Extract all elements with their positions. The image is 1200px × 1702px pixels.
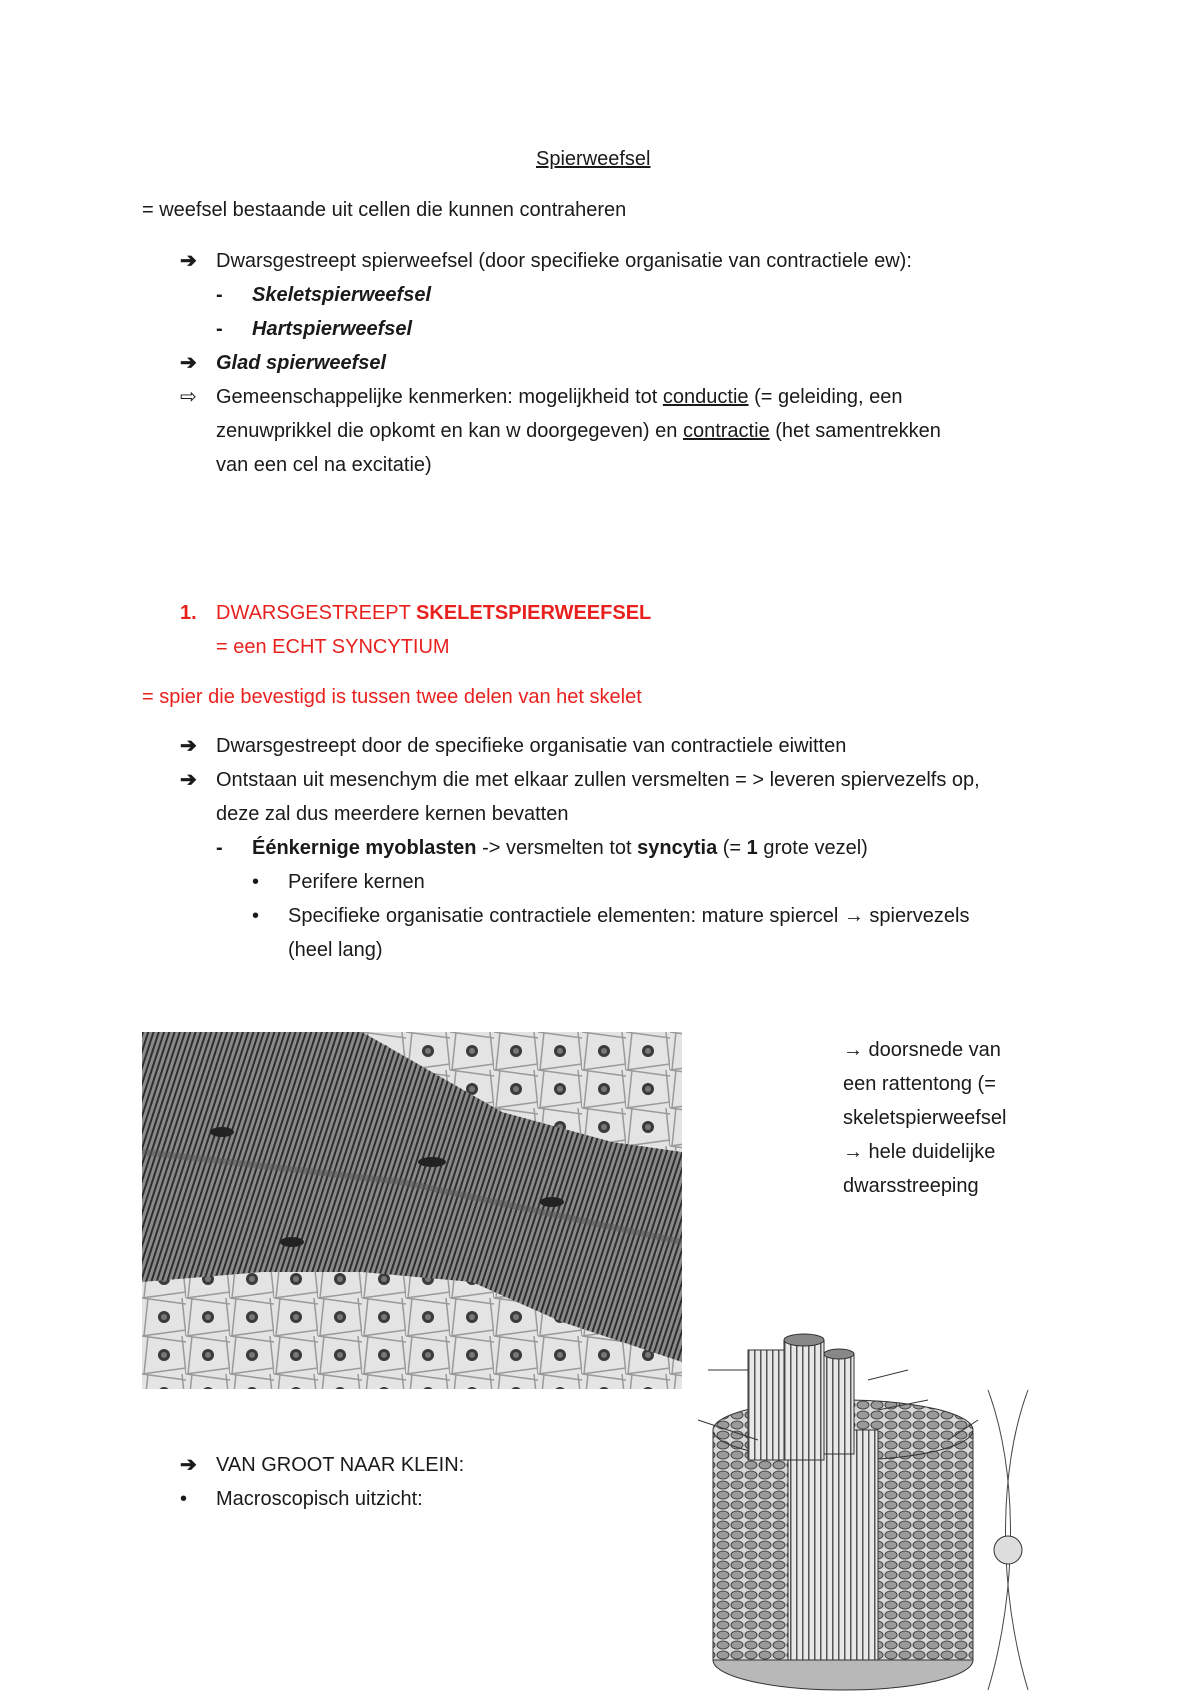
caption-line-1: → doorsnede van <box>843 1039 1001 1061</box>
heading-text: DWARSGESTREEPT <box>216 602 417 624</box>
bullet-marker: • <box>252 871 260 893</box>
dash-marker: - <box>216 284 223 306</box>
sub-text: -> versmelten tot <box>476 837 638 859</box>
intro-item-1-text: Dwarsgestreept spierweefsel (door specifieke organisatie van contractiele ew): <box>216 250 912 272</box>
intro-item-2 <box>180 350 386 376</box>
s1-bullet-2-text: Specifieke organisatie contractiele elementen: mature spiercel → spiervezels <box>288 905 970 927</box>
s1-item-2-cont: deze zal dus meerdere kernen bevatten <box>216 803 569 825</box>
intro-sub-1 <box>216 282 431 308</box>
dash-marker: - <box>216 318 223 340</box>
caption-line-3: skeletspierweefsel <box>843 1107 1007 1129</box>
common-line-3: van een cel na excitatie) <box>216 454 432 476</box>
intro-item-1 <box>180 248 912 274</box>
s1-bullet-2 <box>252 903 969 929</box>
arrow-icon: ➔ <box>180 769 197 791</box>
s1-item-1 <box>180 733 846 759</box>
arrow-icon: ➔ <box>180 250 197 272</box>
s2-item-1 <box>180 1452 464 1478</box>
common-text: zenuwprikkel die opkomt en kan w doorgegeven) en <box>216 420 683 442</box>
common-line-1 <box>180 384 903 410</box>
definition: = weefsel bestaande uit cellen die kunnen contraheren <box>142 199 627 221</box>
sub-text: (= <box>717 837 747 859</box>
sub-number: 1 <box>746 837 758 859</box>
arrow-icon: ➔ <box>180 1454 197 1476</box>
intro-sub-1-text: Skeletspierweefsel <box>252 284 431 306</box>
term-conductie: conductie <box>662 386 749 408</box>
micrograph-image <box>142 1032 682 1389</box>
s1-item-2 <box>180 767 980 793</box>
section-1-subheading: = een ECHT SYNCYTIUM <box>216 636 450 658</box>
common-text: Gemeenschappelijke kenmerken: mogelijkheid tot <box>216 386 663 408</box>
caption-line-4: → hele duidelijke <box>843 1141 996 1163</box>
dash-marker: - <box>216 837 223 859</box>
s1-item-2-text: Ontstaan uit mesenchym die met elkaar zullen versmelten = > leveren spiervezelfs op, <box>216 769 980 791</box>
intro-item-2-text: Glad spierweefsel <box>216 352 387 374</box>
arrow-icon: ➔ <box>180 352 197 374</box>
common-line-2 <box>216 418 941 444</box>
hollow-arrow-icon: ⇨ <box>180 386 197 408</box>
arrow-icon: ➔ <box>180 735 197 757</box>
bullet-marker: • <box>252 905 260 927</box>
caption-line-2: een rattentong (= <box>843 1073 996 1095</box>
term-contractie: contractie <box>682 420 770 442</box>
s1-bullet-1 <box>252 869 425 895</box>
intro-sub-2-text: Hartspierweefsel <box>252 318 413 340</box>
common-text: (het samentrekken <box>769 420 941 442</box>
section-1-heading <box>180 600 651 626</box>
s1-bullet-1-text: Perifere kernen <box>288 871 425 893</box>
muscle-structure-diagram <box>688 1330 1068 1696</box>
caption-line-5: dwarsstreeping <box>843 1175 979 1197</box>
term-syncytia: syncytia <box>637 837 718 859</box>
s1-sub-item <box>216 835 868 861</box>
s2-item-1-text: VAN GROOT NAAR KLEIN: <box>216 1454 465 1476</box>
term-myoblasten: Éénkernige myoblasten <box>252 837 477 859</box>
intro-sub-2 <box>216 316 412 342</box>
section-1-definition: = spier die bevestigd is tussen twee delen van het skelet <box>142 686 642 708</box>
common-text: (= geleiding, een <box>748 386 903 408</box>
s1-item-1-text: Dwarsgestreept door de specifieke organisatie van contractiele eiwitten <box>216 735 847 757</box>
s1-bullet-2-cont: (heel lang) <box>288 939 383 961</box>
bullet-marker: • <box>180 1488 188 1510</box>
page-title: Spierweefsel <box>536 148 651 170</box>
s2-bullet-1-text: Macroscopisch uitzicht: <box>216 1488 423 1510</box>
s2-bullet-1 <box>180 1486 423 1512</box>
sub-text: grote vezel) <box>757 837 868 859</box>
section-number: 1. <box>180 602 197 624</box>
heading-text-bold: SKELETSPIERWEEFSEL <box>416 602 652 624</box>
